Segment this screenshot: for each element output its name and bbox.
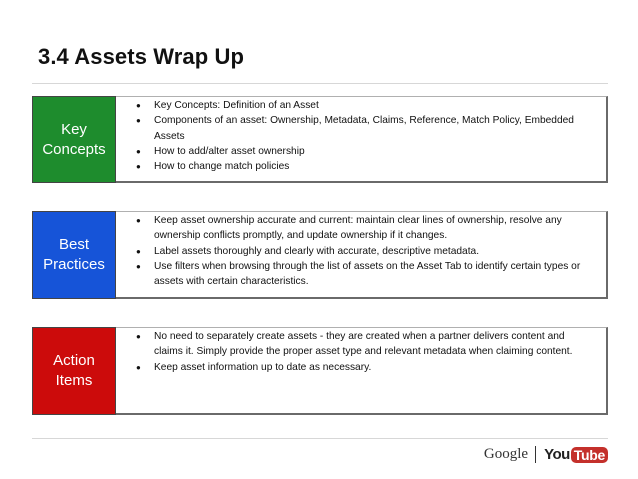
footer-divider	[32, 438, 608, 439]
list-item: ● Keep asset information up to date as necessary.	[120, 360, 596, 375]
list-item: ● No need to separately create assets - they are created when a partner delivers content and claims it. Simply provide the proper asset type and relevant metadata when claiming content.	[120, 329, 596, 360]
action-items-section	[32, 327, 608, 415]
key-concepts-list	[120, 98, 596, 174]
best-practices-label: Best Practices	[43, 236, 105, 273]
best-practices-box	[116, 211, 608, 299]
list-item: ● Components of an asset: Ownership, Metadata, Claims, Reference, Match Policy, Embedded Assets	[120, 113, 596, 144]
key-concepts-section	[32, 96, 608, 183]
action-items-list	[120, 329, 596, 375]
logo-divider	[535, 446, 536, 463]
list-item: ● Key Concepts: Definition of an Asset	[120, 98, 596, 113]
slide-title: 3.4 Assets Wrap Up	[38, 44, 244, 69]
youtube-logo-tube: Tube	[571, 447, 608, 463]
list-item: ● Use filters when browsing through the list of assets on the Asset Tab to identify certain types or assets with certain characteristics.	[120, 259, 596, 290]
key-concepts-box	[116, 96, 608, 183]
best-practices-section	[32, 211, 608, 299]
action-items-box	[116, 327, 608, 415]
google-logo: Google	[483, 446, 529, 462]
action-items-label: Action Items	[53, 352, 95, 389]
list-item: ● How to change match policies	[120, 159, 596, 174]
youtube-logo-you: You	[544, 446, 570, 463]
list-item: ● Keep asset ownership accurate and current: maintain clear lines of ownership, resolve any ownership conflicts promptly, and update ownership if it changes.	[120, 213, 596, 244]
key-concepts-tag	[32, 96, 116, 183]
footer-logos	[484, 446, 608, 463]
list-item: ● How to add/alter asset ownership	[120, 144, 596, 159]
title-divider	[32, 83, 608, 84]
key-concepts-label: Key Concepts	[42, 120, 106, 158]
list-item: ● Label assets thoroughly and clearly with accurate, descriptive metadata.	[120, 244, 596, 259]
best-practices-list	[120, 213, 596, 289]
action-items-tag	[32, 327, 116, 415]
best-practices-tag	[32, 211, 116, 299]
